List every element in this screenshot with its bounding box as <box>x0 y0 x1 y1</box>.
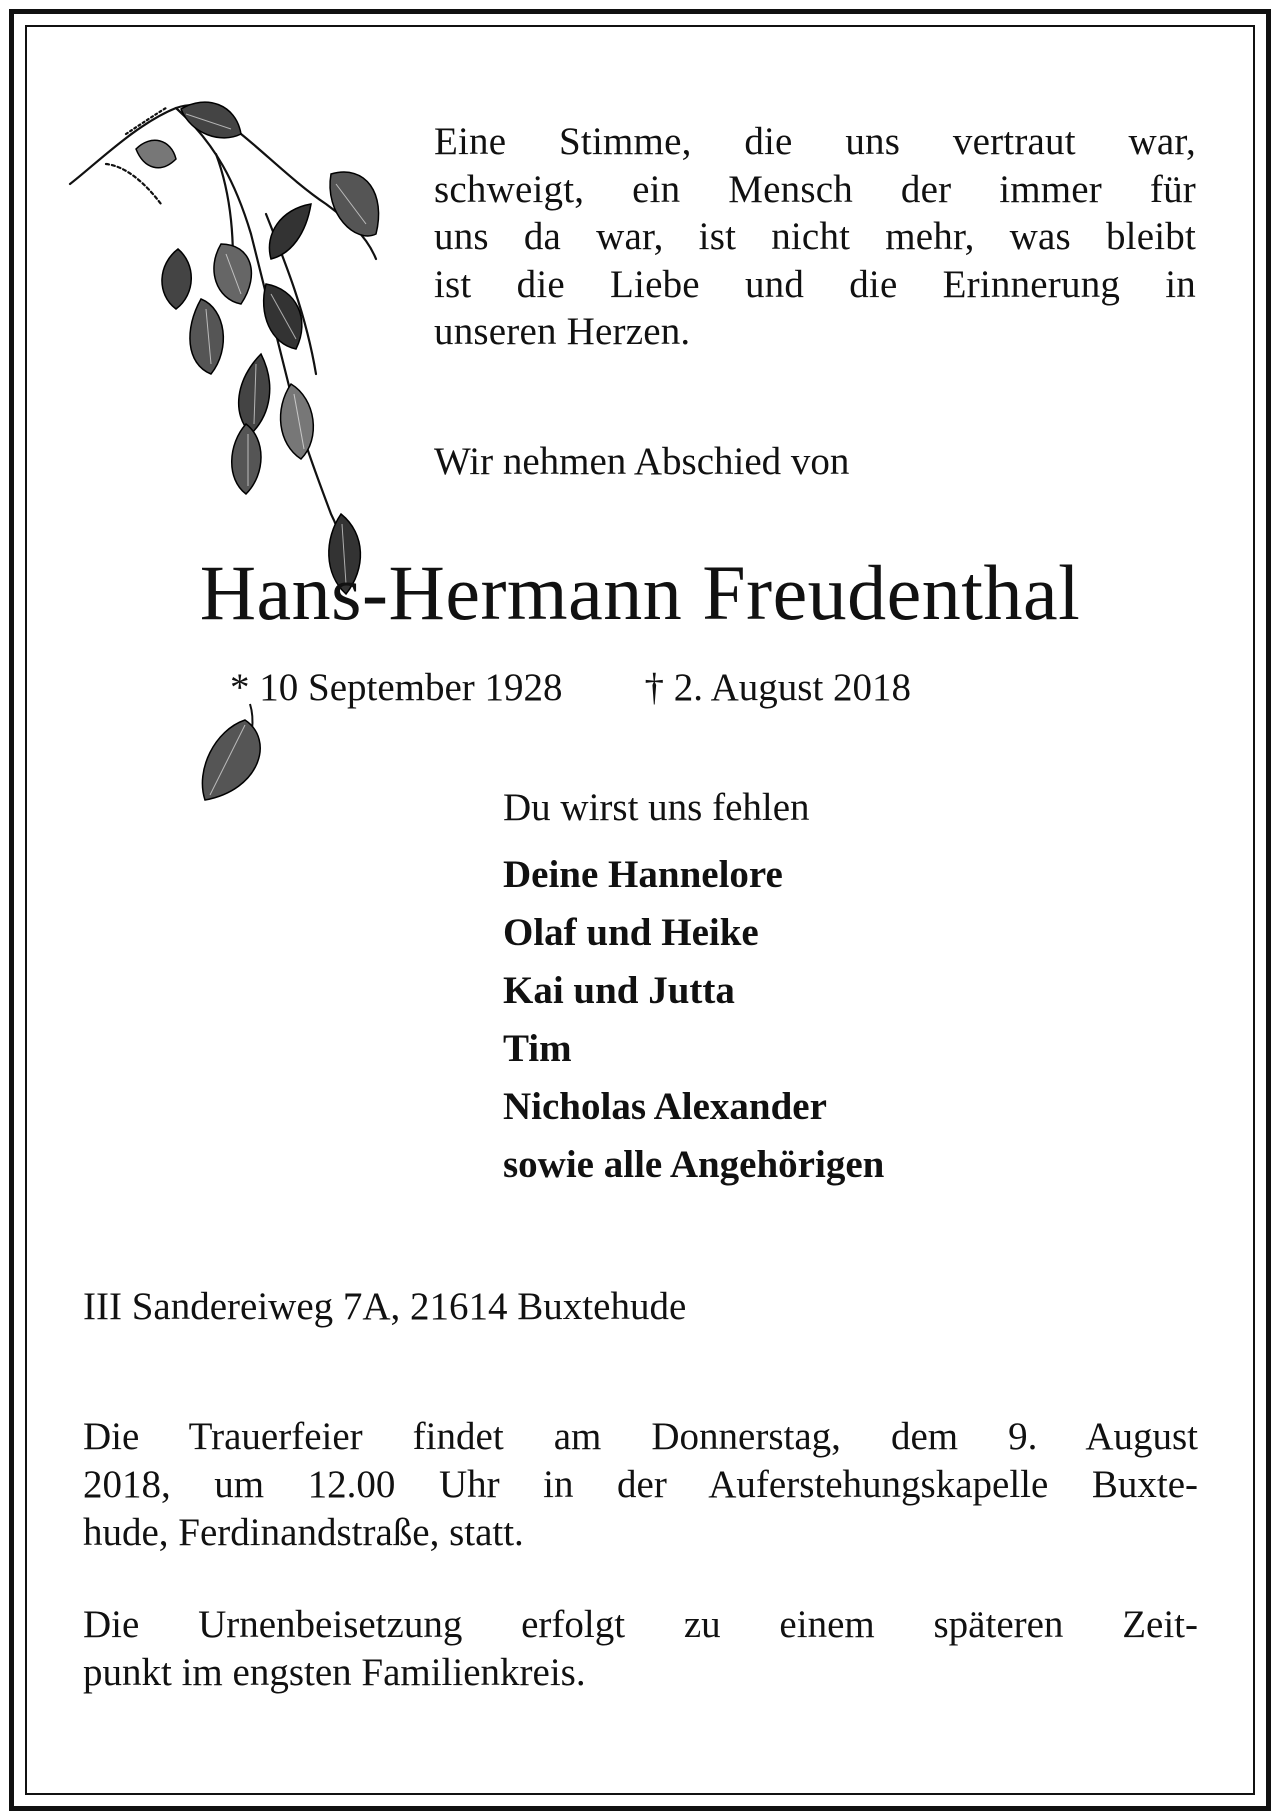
burial-line: punkt im engsten Familienkreis. <box>83 1651 586 1694</box>
quote-line: uns da war, ist nicht mehr, was bleibt <box>434 215 1196 258</box>
mourner-name: Olaf und Heike <box>503 911 759 954</box>
quote-line: ist die Liebe und die Erinnerung in <box>434 262 1196 306</box>
mourner-name: Tim <box>503 1027 572 1070</box>
funeral-line: Die Trauerfeier findet am Donnerstag, dem 9. August <box>83 1415 1198 1458</box>
quote-line: Eine Stimme, die uns vertraut war, <box>434 120 1196 163</box>
burial-info <box>83 1601 1198 1697</box>
burial-line: Die Urnenbeisetzung erfolgt zu einem späteren Zeit- <box>83 1603 1198 1646</box>
death-date: † 2. August 2018 <box>644 666 912 709</box>
falling-leaf-icon <box>190 700 280 810</box>
address: III Sandereiweg 7A, 21614 Buxtehude <box>83 1285 687 1328</box>
memorial-quote <box>434 118 1196 356</box>
life-dates <box>230 664 911 711</box>
mourner-name: Kai und Jutta <box>503 969 735 1012</box>
funeral-info <box>83 1413 1198 1557</box>
mourners-list <box>503 846 884 1194</box>
funeral-line: hude, Ferdinandstraße, statt. <box>83 1511 524 1554</box>
missed-text: Du wirst uns fehlen <box>503 786 810 829</box>
farewell-text: Wir nehmen Abschied von <box>434 440 850 483</box>
deceased-name: Hans-Hermann Freudenthal <box>199 549 1081 636</box>
funeral-line: 2018, um 12.00 Uhr in der Auferstehungskapelle Buxte- <box>83 1463 1198 1506</box>
quote-line: schweigt, ein Mensch der immer für <box>434 167 1196 211</box>
quote-line: unseren Herzen. <box>434 310 691 353</box>
mourner-name: sowie alle Angehörigen <box>503 1143 885 1186</box>
mourner-name: Nicholas Alexander <box>503 1085 827 1128</box>
birth-date: * 10 September 1928 <box>230 666 563 709</box>
mourner-name: Deine Hannelore <box>503 853 783 896</box>
